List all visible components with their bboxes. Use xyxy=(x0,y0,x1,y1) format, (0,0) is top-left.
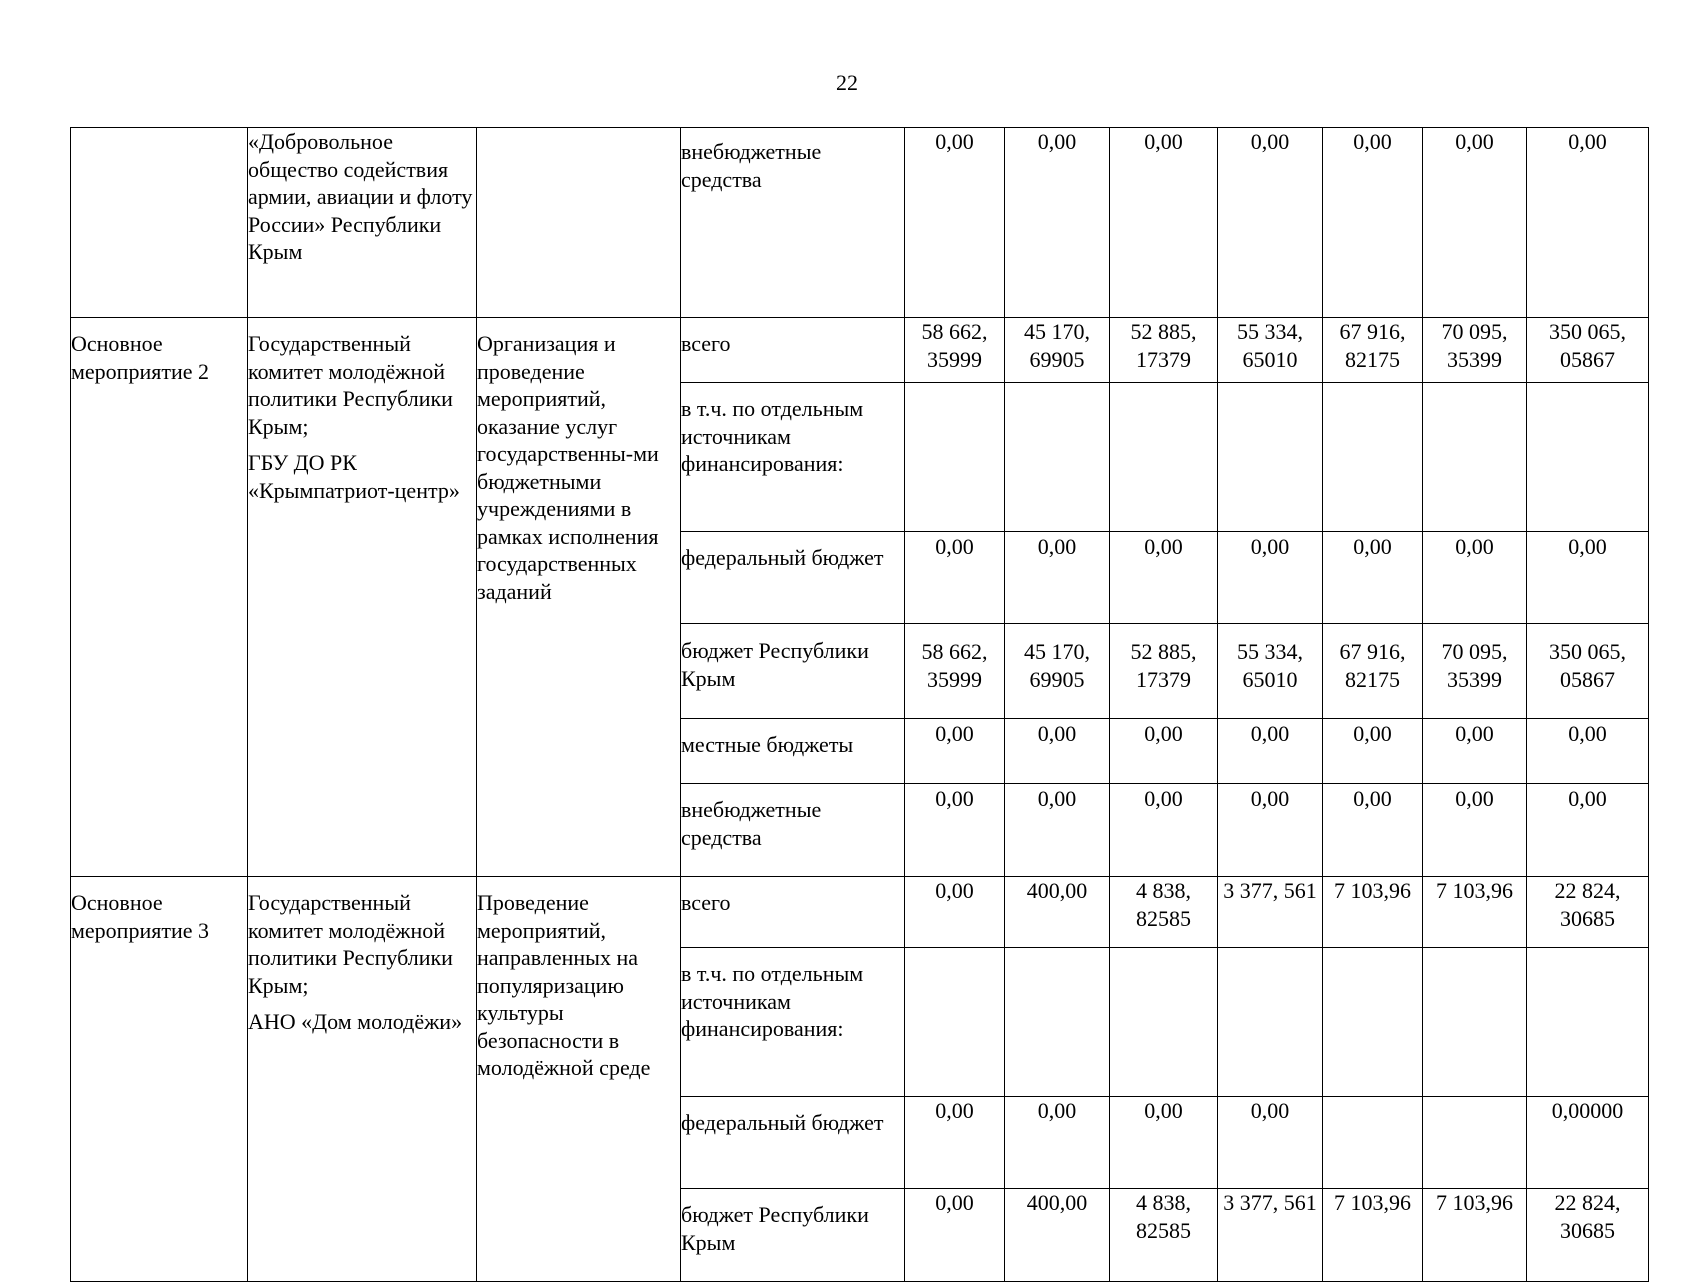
value-cell: 0,00 xyxy=(1218,784,1323,877)
table-row xyxy=(71,128,1649,318)
source-label: местные бюджеты xyxy=(681,719,905,784)
value-cell xyxy=(1005,948,1110,1097)
value-cell: 0,00 xyxy=(1323,532,1423,624)
financing-table xyxy=(70,127,1649,1282)
measure-name-cell: Основное мероприятие 3 xyxy=(71,877,248,1282)
value-cell: 0,00 xyxy=(1527,532,1649,624)
executor-cell xyxy=(248,318,477,877)
value-cell: 7 103,96 xyxy=(1423,1189,1527,1282)
source-label: в т.ч. по отдельным источникам финансирования: xyxy=(681,948,905,1097)
value-cell xyxy=(1423,948,1527,1097)
value-cell xyxy=(905,948,1005,1097)
value-cell: 0,00 xyxy=(905,719,1005,784)
value-cell xyxy=(1323,1097,1423,1189)
value-cell: 67 916, 82175 xyxy=(1323,624,1423,719)
value-cell: 0,00 xyxy=(1423,719,1527,784)
value-cell: 400,00 xyxy=(1005,1189,1110,1282)
value-cell: 58 662, 35999 xyxy=(905,318,1005,383)
value-cell xyxy=(1423,383,1527,532)
executor-name: Государственный комитет молодёжной политики Республики Крым; xyxy=(248,331,453,439)
value-cell: 0,00 xyxy=(1005,784,1110,877)
value-cell xyxy=(1218,383,1323,532)
value-cell xyxy=(1005,383,1110,532)
table-row xyxy=(71,877,1649,948)
source-label: бюджет Республики Крым xyxy=(681,1189,905,1282)
value-cell: 7 103,96 xyxy=(1423,877,1527,948)
value-cell: 4 838, 82585 xyxy=(1110,877,1218,948)
value-cell xyxy=(1323,948,1423,1097)
value-cell: 0,00 xyxy=(1423,784,1527,877)
value-cell: 350 065, 05867 xyxy=(1527,318,1649,383)
value-cell: 0,00 xyxy=(1110,719,1218,784)
source-label: всего xyxy=(681,877,905,948)
description-cell xyxy=(477,128,681,318)
value-cell: 0,00 xyxy=(1110,1097,1218,1189)
value-cell: 4 838, 82585 xyxy=(1110,1189,1218,1282)
value-cell xyxy=(1423,1097,1527,1189)
source-label: бюджет Республики Крым xyxy=(681,624,905,719)
source-label: всего xyxy=(681,318,905,383)
executor-name: Государственный комитет молодёжной политики Республики Крым; xyxy=(248,890,453,998)
value-cell: 58 662, 35999 xyxy=(905,624,1005,719)
executor-name: АНО «Дом молодёжи» xyxy=(248,1009,463,1034)
value-cell: 0,00000 xyxy=(1527,1097,1649,1189)
value-cell: 0,00 xyxy=(1218,719,1323,784)
value-cell: 0,00 xyxy=(1323,784,1423,877)
measure-name-cell xyxy=(71,128,248,318)
value-cell: 0,00 xyxy=(1110,784,1218,877)
executor-cell xyxy=(248,877,477,1282)
value-cell: 70 095, 35399 xyxy=(1423,624,1527,719)
value-cell: 7 103,96 xyxy=(1323,877,1423,948)
value-cell: 0,00 xyxy=(1323,719,1423,784)
value-cell: 52 885, 17379 xyxy=(1110,318,1218,383)
value-cell: 0,00 xyxy=(1527,128,1649,318)
source-label: федеральный бюджет xyxy=(681,1097,905,1189)
value-cell xyxy=(1527,383,1649,532)
value-cell xyxy=(1218,948,1323,1097)
value-cell: 52 885, 17379 xyxy=(1110,624,1218,719)
value-cell: 0,00 xyxy=(1423,532,1527,624)
value-cell: 7 103,96 xyxy=(1323,1189,1423,1282)
value-cell: 45 170, 69905 xyxy=(1005,318,1110,383)
organization-name: «Добровольное общество содействия армии, авиации и флоту России» Республики Крым xyxy=(248,129,473,264)
table-row xyxy=(71,318,1649,383)
description-cell: Организация и проведение мероприятий, оказание услуг государственны-ми бюджетными учреждениями в рамках исполнения государственных заданий xyxy=(477,318,681,877)
value-cell: 70 095, 35399 xyxy=(1423,318,1527,383)
value-cell: 55 334, 65010 xyxy=(1218,318,1323,383)
value-cell xyxy=(1323,383,1423,532)
value-cell: 0,00 xyxy=(1323,128,1423,318)
value-cell: 400,00 xyxy=(1005,877,1110,948)
value-cell: 0,00 xyxy=(1005,532,1110,624)
value-cell xyxy=(905,383,1005,532)
value-cell: 0,00 xyxy=(905,1189,1005,1282)
value-cell: 0,00 xyxy=(1005,719,1110,784)
executor-name: ГБУ ДО РК «Крымпатриот-центр» xyxy=(248,450,460,503)
value-cell: 0,00 xyxy=(1423,128,1527,318)
value-cell: 0,00 xyxy=(1218,128,1323,318)
value-cell: 22 824, 30685 xyxy=(1527,1189,1649,1282)
source-label: федеральный бюджет xyxy=(681,532,905,624)
value-cell: 3 377, 561 xyxy=(1218,877,1323,948)
value-cell: 0,00 xyxy=(1527,784,1649,877)
value-cell: 55 334, 65010 xyxy=(1218,624,1323,719)
value-cell: 45 170, 69905 xyxy=(1005,624,1110,719)
description-cell: Проведение мероприятий, направленных на популяризацию культуры безопасности в молодёжной среде xyxy=(477,877,681,1282)
value-cell: 350 065, 05867 xyxy=(1527,624,1649,719)
value-cell: 22 824, 30685 xyxy=(1527,877,1649,948)
executor-cell xyxy=(248,128,477,318)
value-cell: 0,00 xyxy=(905,532,1005,624)
value-cell: 0,00 xyxy=(1110,532,1218,624)
value-cell: 0,00 xyxy=(905,877,1005,948)
page-number: 22 xyxy=(836,70,858,95)
value-cell: 0,00 xyxy=(1005,128,1110,318)
value-cell: 0,00 xyxy=(1218,1097,1323,1189)
value-cell xyxy=(1110,383,1218,532)
value-cell: 0,00 xyxy=(905,1097,1005,1189)
value-cell: 0,00 xyxy=(905,128,1005,318)
value-cell: 0,00 xyxy=(905,784,1005,877)
value-cell: 0,00 xyxy=(1005,1097,1110,1189)
value-cell: 3 377, 561 xyxy=(1218,1189,1323,1282)
source-label: внебюджетные средства xyxy=(681,784,905,877)
source-label: внебюджетные средства xyxy=(681,128,905,318)
value-cell: 0,00 xyxy=(1527,719,1649,784)
value-cell xyxy=(1110,948,1218,1097)
source-label: в т.ч. по отдельным источникам финансирования: xyxy=(681,383,905,532)
value-cell xyxy=(1527,948,1649,1097)
value-cell: 0,00 xyxy=(1218,532,1323,624)
measure-name-cell: Основное мероприятие 2 xyxy=(71,318,248,877)
value-cell: 0,00 xyxy=(1110,128,1218,318)
value-cell: 67 916, 82175 xyxy=(1323,318,1423,383)
